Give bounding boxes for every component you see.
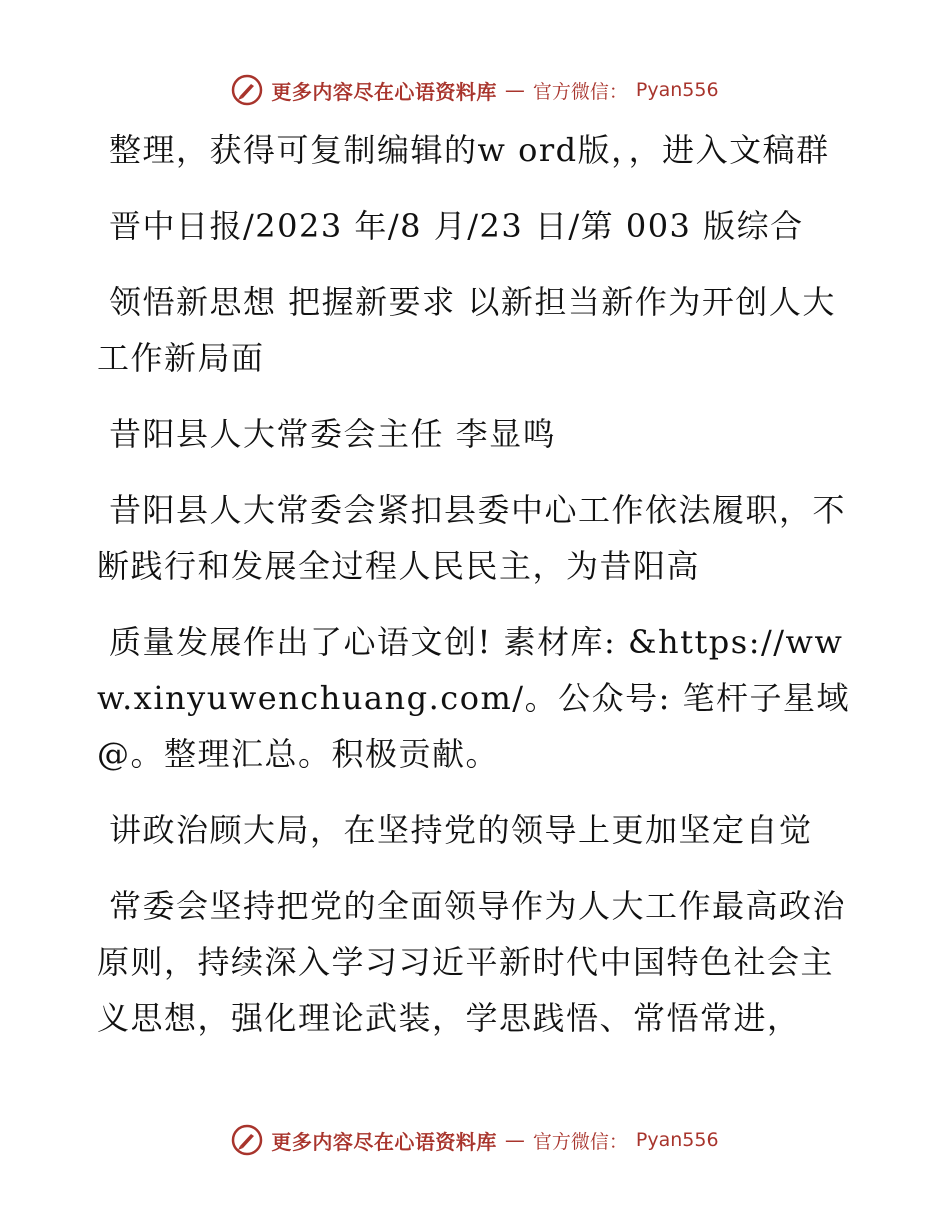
footer-banner-slogan: 更多内容尽在心语资料库 (271, 1129, 497, 1154)
paragraph-body-1: 昔阳县人大常委会紧扣县委中心工作依法履职，不断践行和发展全过程人民民主，为昔阳高 (97, 491, 847, 585)
banner-official-label: 官方微信： (532, 80, 628, 103)
quill-logo-icon (231, 74, 263, 106)
banner-wechat-id: Pyan556 (635, 79, 719, 101)
paragraph-source-line: 晋中日报/2023 年/8 月/23 日/第 003 版综合 (109, 207, 804, 245)
footer-banner-separator: — (504, 1128, 525, 1152)
header-watermark-banner (0, 70, 950, 110)
paragraph-body-3: 常委会坚持把党的全面领导作为人大工作最高政治原则，持续深入学习习近平新时代中国特色社会主义思想，强化理论武装，学思践悟、常悟常进， (97, 887, 847, 1037)
article-title: 领悟新思想 把握新要求 以新担当新作为开创人大工作新局面 (97, 283, 836, 377)
paragraph-intro-note: 整理，获得可复制编辑的w ord版，，进入文稿群 (109, 131, 830, 169)
paragraph-body-2: 质量发展作出了心语文创! 素材库: &https://www.xinyuwenchuang.com/。公众号: 笔杆子星域@。整理汇总。积极贡献。 (97, 623, 851, 773)
quill-logo-icon (231, 1124, 263, 1156)
footer-banner-wechat-id: Pyan556 (635, 1129, 719, 1151)
document-body (97, 122, 857, 1066)
footer-watermark-banner (0, 1120, 950, 1160)
footer-banner-official-label: 官方微信： (532, 1130, 628, 1153)
banner-slogan: 更多内容尽在心语资料库 (271, 79, 497, 104)
section-heading: 讲政治顾大局，在坚持党的领导上更加坚定自觉 (109, 811, 813, 849)
article-author: 昔阳县人大常委会主任 李显鸣 (109, 415, 557, 453)
banner-separator: — (504, 78, 525, 102)
